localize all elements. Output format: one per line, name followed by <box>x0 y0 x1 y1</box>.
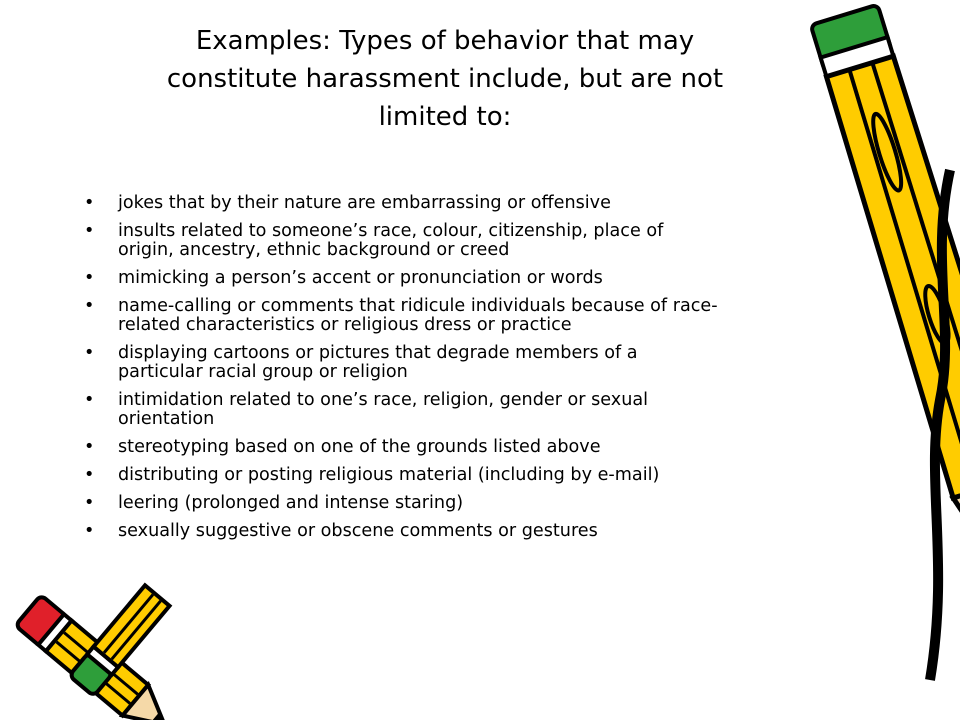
bullet-text: jokes that by their nature are embarrassing or offensive <box>118 193 611 213</box>
title-line: constitute harassment include, but are not <box>166 64 724 94</box>
bullet-text: name-calling or comments that ridicule individuals because of race- <box>118 296 718 316</box>
bullet-marker: • <box>84 390 95 410</box>
list-item <box>84 438 884 457</box>
bullet-text: insults related to someone’s race, colour, citizenship, place of <box>118 221 664 241</box>
bullet-marker: • <box>84 437 95 457</box>
bullet-text: distributing or posting religious material (including by e-mail) <box>118 465 660 485</box>
bullet-marker: • <box>84 493 95 513</box>
bullet-text: mimicking a person’s accent or pronunciation or words <box>118 268 603 288</box>
list-item <box>84 297 884 335</box>
bullet-marker: • <box>84 521 95 541</box>
list-item <box>84 391 884 429</box>
bullet-marker: • <box>84 296 95 316</box>
list-item <box>84 269 884 288</box>
list-item <box>84 344 884 382</box>
bullet-marker: • <box>84 343 95 363</box>
bullet-text: related characteristics or religious dress or practice <box>118 315 572 335</box>
bullet-marker: • <box>84 465 95 485</box>
bullet-text: displaying cartoons or pictures that degrade members of a <box>118 343 638 363</box>
bullet-text: intimidation related to one’s race, religion, gender or sexual <box>118 390 649 410</box>
bullet-marker: • <box>84 268 95 288</box>
list-item <box>84 466 884 485</box>
bullet-text: stereotyping based on one of the grounds listed above <box>118 437 601 457</box>
bullet-text: orientation <box>118 409 215 429</box>
list-item <box>84 494 884 513</box>
bullet-text: particular racial group or religion <box>118 362 408 382</box>
pencil-icon <box>0 580 200 720</box>
title-line: Examples: Types of behavior that may <box>195 26 695 56</box>
list-item <box>84 222 884 260</box>
bullet-marker: • <box>84 193 95 213</box>
pencil-icon <box>790 0 960 690</box>
bullet-text: origin, ancestry, ethnic background or creed <box>118 240 510 260</box>
slide-title <box>100 22 790 136</box>
bullet-list <box>84 194 884 550</box>
list-item <box>84 522 884 541</box>
title-line: limited to: <box>378 102 512 132</box>
bullet-marker: • <box>84 221 95 241</box>
list-item <box>84 194 884 213</box>
bullet-text: sexually suggestive or obscene comments or gestures <box>118 521 598 541</box>
bullet-text: leering (prolonged and intense staring) <box>118 493 464 513</box>
